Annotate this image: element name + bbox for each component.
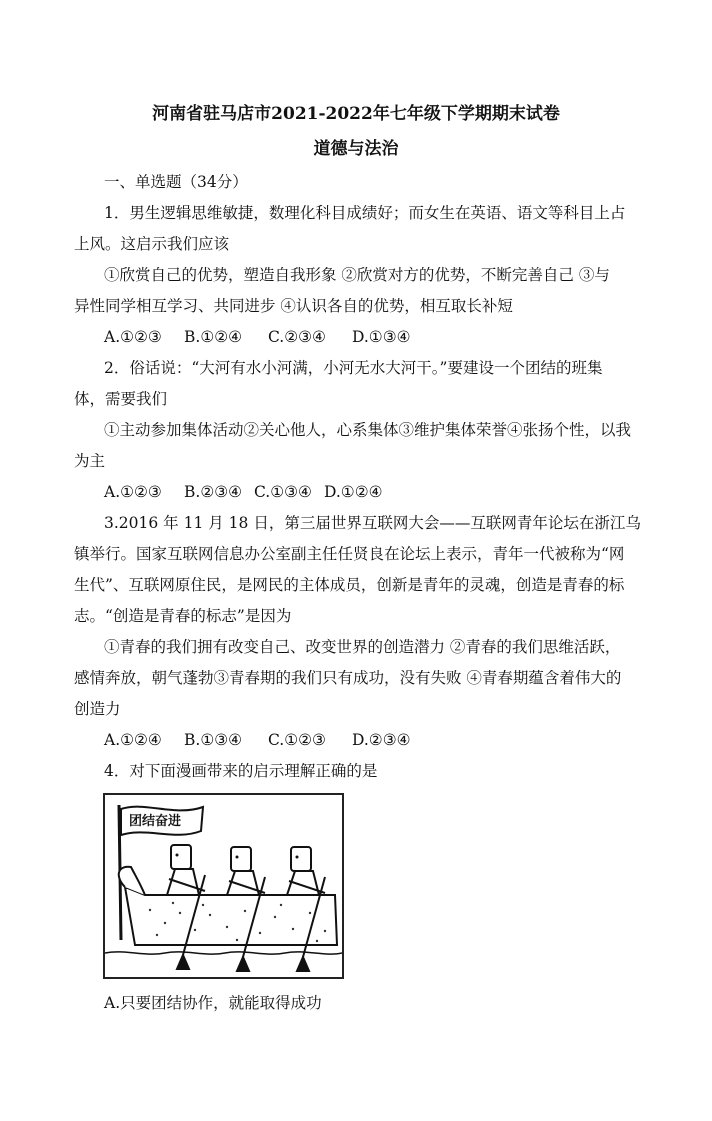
q2-stem-line-2: 体，需要我们	[74, 390, 168, 408]
q1-stem-line-2: 上风。这启示我们应该	[74, 235, 230, 253]
q3-statement-line-3: 创造力	[74, 700, 121, 718]
q2-option-c[interactable]: C.①③④	[254, 483, 312, 501]
q1-options	[104, 327, 411, 347]
q3-option-c[interactable]: C.①②③	[268, 731, 326, 749]
q3-stem-line-3: 生代”、互联网原住民，是网民的主体成员，创新是青年的灵魂，创造是青春的标	[74, 576, 625, 594]
q3-options	[104, 730, 411, 750]
q1-option-c[interactable]: C.②③④	[268, 328, 326, 346]
q3-stem-line-1: 3.2016 年 11 月 18 日，第三届世界互联网大会——互联网青年论坛在浙江乌	[104, 514, 641, 532]
q2-option-d[interactable]: D.①②④	[324, 483, 383, 501]
q1-statement-line-2: 异性同学相互学习、共同进步 ④认识各自的优势，相互取长补短	[74, 297, 513, 315]
q3-option-d[interactable]: D.②③④	[352, 731, 411, 749]
q2-statement-line-2: 为主	[74, 452, 106, 470]
q3-stem-line-2: 镇举行。国家互联网信息办公室副主任任贤良在论坛上表示，青年一代被称为“网	[74, 545, 625, 563]
exam-title: 河南省驻马店市2021-2022年七年级下学期期末试卷	[152, 104, 560, 124]
q4-stem: 4．对下面漫画带来的启示理解正确的是	[104, 762, 378, 780]
q1-statement-line-1: ①欣赏自己的优势，塑造自我形象 ②欣赏对方的优势，不断完善自己 ③与	[104, 266, 610, 284]
subject-title: 道德与法治	[313, 139, 399, 159]
q1-stem-line-1: 1．男生逻辑思维敏捷，数理化科目成绩好；而女生在英语、语文等科目上占	[104, 204, 626, 222]
q3-statement-line-1: ①青春的我们拥有改变自己、改变世界的创造潜力 ②青春的我们思维活跃，	[104, 638, 621, 656]
q1-option-b[interactable]: B.①②④	[184, 328, 243, 346]
section-heading: 一、单选题（34分）	[104, 173, 248, 191]
q2-option-b[interactable]: B.②③④	[184, 483, 243, 501]
cartoon-flag-text: 团结奋进	[129, 814, 182, 829]
q2-stem-line-1: 2．俗话说：“大河有水小河满，小河无水大河干。”要建设一个团结的班集	[104, 359, 603, 377]
q2-statement-line-1: ①主动参加集体活动②关心他人，心系集体③维护集体荣誉④张扬个性，以我	[104, 421, 632, 439]
q4-option-a[interactable]: A.只要团结协作，就能取得成功	[104, 994, 322, 1012]
q1-option-a[interactable]: A.①②③	[104, 328, 162, 346]
q2-option-a[interactable]: A.①②③	[104, 483, 162, 501]
q3-option-a[interactable]: A.①②④	[104, 731, 162, 749]
q3-stem-line-4: 志。“创造是青春的标志”是因为	[74, 607, 292, 625]
q2-options	[104, 482, 383, 502]
cartoon-rowing-team	[103, 793, 344, 979]
q1-option-d[interactable]: D.①③④	[352, 328, 411, 346]
q3-statement-line-2: 感情奔放，朝气蓬勃③青春期的我们只有成功，没有失败 ④青春期蕴含着伟大的	[74, 669, 622, 687]
q3-option-b[interactable]: B.①③④	[184, 731, 243, 749]
